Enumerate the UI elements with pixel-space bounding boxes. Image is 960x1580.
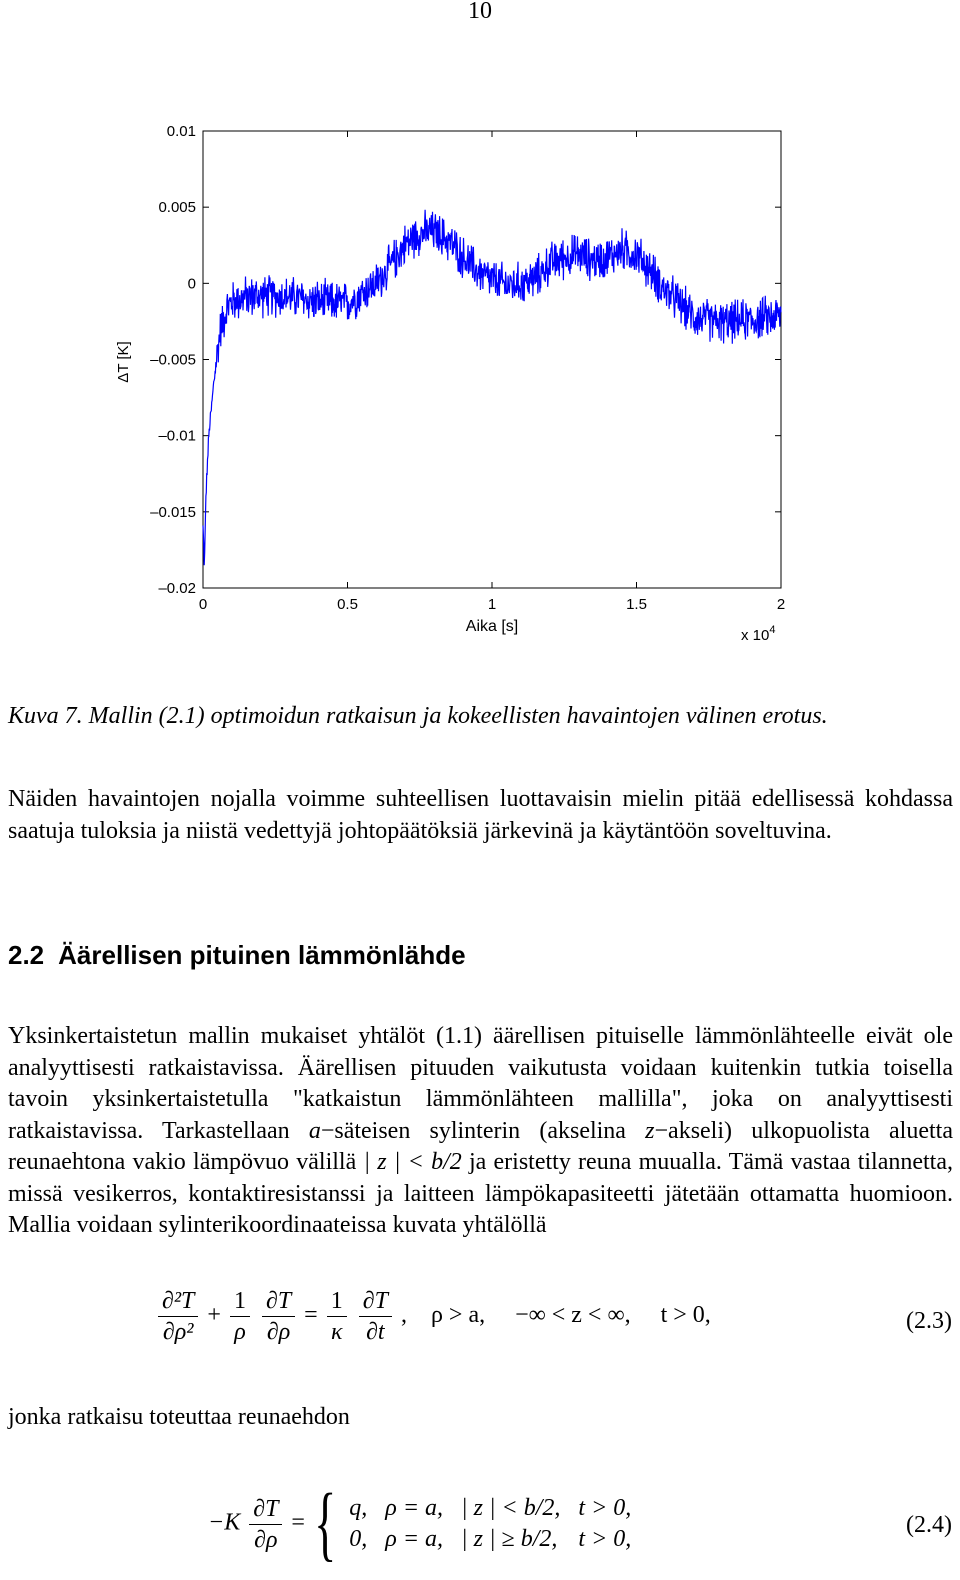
left-brace: { [314,1477,337,1570]
y-tick-label: 0.01 [166,123,196,140]
y-tick-label: –0.01 [158,427,196,445]
caption-text: Mallin (2.1) optimoidun ratkaisun ja kokeellisten havaintojen välinen erotus. [88,703,828,729]
y-tick-label: 0 [187,275,196,293]
x-axis-multiplier: x $10^4$ [741,624,776,644]
paragraph-text: −säteisen sylinterin (akselina [320,1117,646,1144]
equation-conditions: , ρ > a, −∞ < z < ∞, t > 0, [400,1302,711,1329]
math-variable: a [308,1117,321,1144]
x-tick-label: 1.5 [626,596,647,613]
operator: + [207,1302,221,1329]
operator: = [304,1302,318,1329]
paragraph-text: ja eristetty reuna muualla. Tämä vastaa tilannetta, missä vesikerros, kontaktiresistanssi ja laitteen lämpökapasiteetti jätetään ottamatta huomioon. Mallia voidaan sylinterikoordinaateissa kuvata yhtälöllä [8,1149,953,1238]
figure-caption [8,703,828,730]
temperature-difference-chart [0,110,960,650]
math-variable: z [645,1117,655,1144]
x-tick-label: 1 [487,596,497,613]
x-axis-label: Aika [s] [465,618,519,635]
equation-2-3 [0,1286,960,1347]
case-row: q, ρ = a, | z | < b/2, t > 0, [349,1495,632,1521]
section-title: Äärellisen pituinen lämmönlähde [58,940,466,970]
piecewise-cases [345,1493,645,1555]
fraction: $\frac{1}{\kappa}$ [327,1286,347,1347]
operator: = [291,1509,305,1536]
paragraph-boundary-intro: jonka ratkaisu toteuttaa reunaehdon [8,1404,350,1430]
paragraph-text: Yksinkertaistetun mallin mukaiset yhtälöt (1.1) äärellisen pituiselle lämmönlähteelle eivät ole analyyttisesti ratkaistavissa. Äärellisen pituuden vaikutusta voidaan kuitenkin tutkia toisella tavoin yksinkertaistetulla "katkaistun lämmönlähteen mallilla", joka on analyyttisesti ratkaistavissa. Tarkastellaan [8,1023,953,1144]
y-tick-label: –0.015 [150,503,196,521]
section-heading [8,940,466,971]
x-tick-label: 0.5 [337,596,358,613]
section-number: 2.2 [8,940,45,970]
y-tick-label: –0.005 [150,351,196,369]
fraction: $\frac{\partial T}{\partial\rho}$ [249,1494,282,1555]
fraction: $\frac{\partial T}{\partial t}$ [359,1286,392,1347]
equation-number-2-3: (2.3) [906,1308,952,1334]
page-number: 10 [468,0,492,24]
equation-2-4 [0,1477,960,1570]
paragraph-model-description [8,1021,953,1242]
fraction: $\frac{\partial T}{\partial\rho}$ [262,1286,295,1347]
y-tick-label: –0.02 [158,580,196,597]
y-axis-label: ΔT [K] [115,341,132,383]
plot-area [203,131,781,588]
math-expression: | z | < b/2 [363,1149,462,1175]
case-row: 0, ρ = a, | z | ≥ b/2, t > 0, [349,1526,632,1552]
paragraph-text: −akseli) ulkopuolista aluetta reunaehtona vakio lämpövuo välillä [8,1117,953,1175]
fraction: $\frac{1}{\rho}$ [230,1286,250,1347]
math-expression: −K [208,1509,241,1536]
y-tick-label: 0.005 [158,199,196,217]
paragraph-conclusion: Näiden havaintojen nojalla voimme suhteellisen luottavaisin mielin pitää edellisessä kohdassa saatuja tuloksia ja niistä vedettyjä johtopäätöksiä järkevinä ja käytäntöön soveltuvina. [8,786,953,844]
x-tick-label: 0 [198,596,208,613]
equation-number-2-4: (2.4) [906,1512,952,1538]
fraction: $\frac{\text{∂²T}}{\text{∂ρ²}}$ [158,1286,198,1347]
caption-label: Kuva 7. [8,703,83,729]
x-tick-label: 2 [776,596,786,613]
